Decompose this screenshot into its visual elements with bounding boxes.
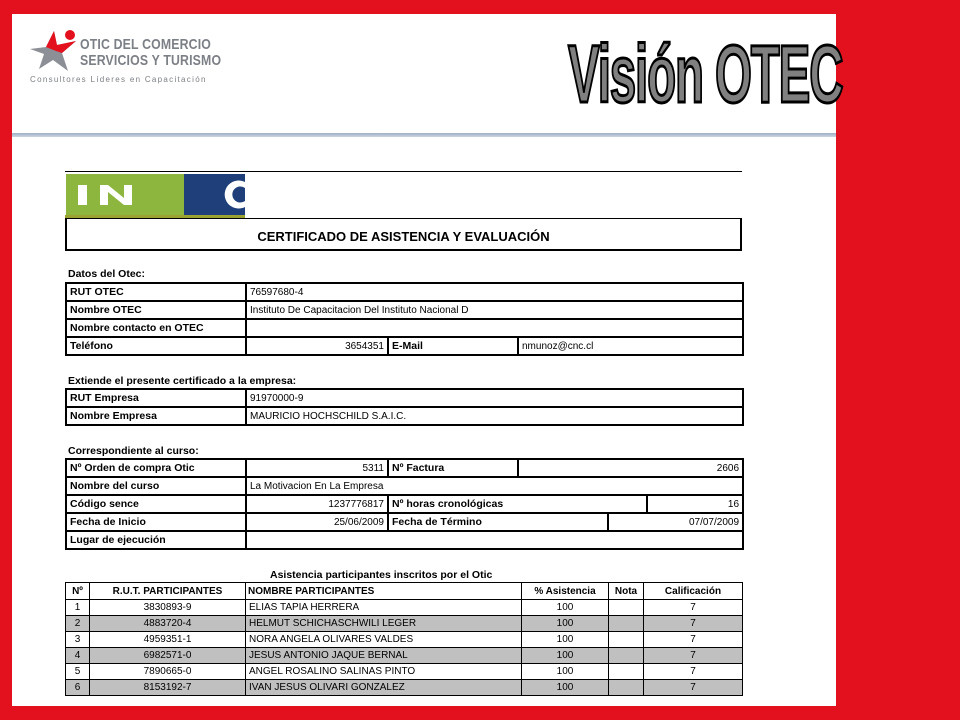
cell-asistencia: 100 — [522, 664, 609, 680]
col-header-nombre: NOMBRE PARTICIPANTES — [246, 583, 522, 600]
cell-asistencia: 100 — [522, 648, 609, 664]
curso-termino-label: Fecha de Término — [388, 513, 608, 531]
curso-lugar-label: Lugar de ejecución — [66, 531, 246, 549]
otic-star-icon — [26, 27, 80, 75]
empresa-rut-value: 91970000-9 — [246, 389, 743, 407]
otec-contact-label: Nombre contacto en OTEC — [66, 319, 246, 337]
cell-calificacion: 7 — [644, 616, 743, 632]
table-row — [66, 680, 743, 696]
curso-fechas-row — [66, 513, 743, 531]
cell-rut: 3830893-9 — [90, 600, 246, 616]
curso-nombre-value: La Motivacion En La Empresa — [246, 477, 743, 495]
cell-nombre: IVAN JESUS OLIVARI GONZALEZ — [246, 680, 522, 696]
cell-rut: 4959351-1 — [90, 632, 246, 648]
curso-lugar-row — [66, 531, 743, 549]
otec-rut-label: RUT OTEC — [66, 283, 246, 301]
otec-name-value: Instituto De Capacitacion Del Instituto Nacional D — [246, 301, 743, 319]
curso-sence-value: 1237776817 — [246, 495, 388, 513]
empresa-rut-row — [66, 389, 743, 407]
participants-header-row — [66, 583, 743, 600]
col-header-asistencia: % Asistencia — [522, 583, 609, 600]
otec-contact-value — [246, 319, 743, 337]
cell-rut: 7890665-0 — [90, 664, 246, 680]
certificate-document — [65, 171, 742, 698]
otec-phone-label: Teléfono — [66, 337, 246, 355]
otec-contact-row — [66, 319, 743, 337]
doc-top-rule — [65, 171, 742, 172]
empresa-name-row — [66, 407, 743, 425]
cell-calificacion: 7 — [644, 600, 743, 616]
cell-rut: 4883720-4 — [90, 616, 246, 632]
table-row — [66, 600, 743, 616]
participants-title: Asistencia participantes inscritos por el Otic — [270, 569, 493, 581]
otec-table — [65, 282, 744, 356]
col-header-calificacion: Calificación — [644, 583, 743, 600]
section-curso-label: Correspondiente al curso: — [68, 445, 199, 457]
curso-inicio-value: 25/06/2009 — [246, 513, 388, 531]
otec-name-row — [66, 301, 743, 319]
cell-calificacion: 7 — [644, 680, 743, 696]
cell-nombre: ANGEL ROSALINO SALINAS PINTO — [246, 664, 522, 680]
logo-line1: OTIC DEL COMERCIO — [80, 36, 212, 53]
cell-nota — [609, 648, 644, 664]
cell-calificacion: 7 — [644, 632, 743, 648]
curso-nombre-row — [66, 477, 743, 495]
cell-asistencia: 100 — [522, 600, 609, 616]
col-header-num: Nº — [66, 583, 90, 600]
certificate-title-box — [65, 218, 742, 251]
curso-sence-row — [66, 495, 743, 513]
otec-rut-row — [66, 283, 743, 301]
empresa-table — [65, 388, 744, 426]
cell-num: 1 — [66, 600, 90, 616]
logo-tagline: Consultores Líderes en Capacitación — [30, 75, 207, 84]
curso-orden-value: 5311 — [246, 459, 388, 477]
otec-phone-value: 3654351 — [246, 337, 388, 355]
cell-num: 6 — [66, 680, 90, 696]
section-empresa-label: Extiende el presente certificado a la empresa: — [68, 375, 297, 387]
otec-rut-value: 76597680-4 — [246, 283, 743, 301]
cell-num: 3 — [66, 632, 90, 648]
empresa-rut-label: RUT Empresa — [66, 389, 246, 407]
cell-nombre: HELMUT SCHICHASCHWILI LEGER — [246, 616, 522, 632]
curso-sence-label: Código sence — [66, 495, 246, 513]
curso-inicio-label: Fecha de Inicio — [66, 513, 246, 531]
curso-lugar-value — [246, 531, 743, 549]
cell-nombre: NORA ANGELA OLIVARES VALDES — [246, 632, 522, 648]
cell-rut: 8153192-7 — [90, 680, 246, 696]
curso-nombre-label: Nombre del curso — [66, 477, 246, 495]
curso-orden-label: Nº Orden de compra Otic — [66, 459, 246, 477]
table-row — [66, 664, 743, 680]
table-row — [66, 616, 743, 632]
cell-nota — [609, 664, 644, 680]
participants-table — [65, 582, 743, 696]
cell-rut: 6982571-0 — [90, 648, 246, 664]
empresa-name-value: MAURICIO HOCHSCHILD S.A.I.C. — [246, 407, 743, 425]
cell-num: 5 — [66, 664, 90, 680]
table-row — [66, 632, 743, 648]
cell-asistencia: 100 — [522, 616, 609, 632]
otec-email-label: E-Mail — [388, 337, 518, 355]
otic-logo — [26, 27, 246, 91]
cell-nota — [609, 600, 644, 616]
cell-nombre: JESUS ANTONIO JAQUE BERNAL — [246, 648, 522, 664]
cell-nota — [609, 680, 644, 696]
cell-asistencia: 100 — [522, 632, 609, 648]
cell-nombre: ELIAS TAPIA HERRERA — [246, 600, 522, 616]
curso-orden-row — [66, 459, 743, 477]
cell-nota — [609, 616, 644, 632]
certificate-title: CERTIFICADO DE ASISTENCIA Y EVALUACIÓN — [257, 229, 550, 244]
curso-termino-value: 07/07/2009 — [608, 513, 743, 531]
header-divider — [12, 133, 836, 137]
otec-email-value: nmunoz@cnc.cl — [518, 337, 743, 355]
empresa-name-label: Nombre Empresa — [66, 407, 246, 425]
otec-name-label: Nombre OTEC — [66, 301, 246, 319]
curso-horas-label: Nº horas cronológicas — [388, 495, 647, 513]
curso-factura-label: Nº Factura — [388, 459, 518, 477]
col-header-nota: Nota — [609, 583, 644, 600]
otec-phone-row — [66, 337, 743, 355]
curso-factura-value: 2606 — [518, 459, 743, 477]
inc-logo — [66, 174, 245, 215]
cell-calificacion: 7 — [644, 664, 743, 680]
section-otec-label: Datos del Otec: — [68, 268, 146, 280]
cell-calificacion: 7 — [644, 648, 743, 664]
cell-asistencia: 100 — [522, 680, 609, 696]
curso-table — [65, 458, 744, 550]
table-row — [66, 648, 743, 664]
logo-line2: SERVICIOS Y TURISMO — [80, 52, 222, 69]
page-title: Visión OTEC — [568, 29, 843, 120]
col-header-rut: R.U.T. PARTICIPANTES — [90, 583, 246, 600]
cell-num: 2 — [66, 616, 90, 632]
cell-nota — [609, 632, 644, 648]
cell-num: 4 — [66, 648, 90, 664]
curso-horas-value: 16 — [647, 495, 743, 513]
